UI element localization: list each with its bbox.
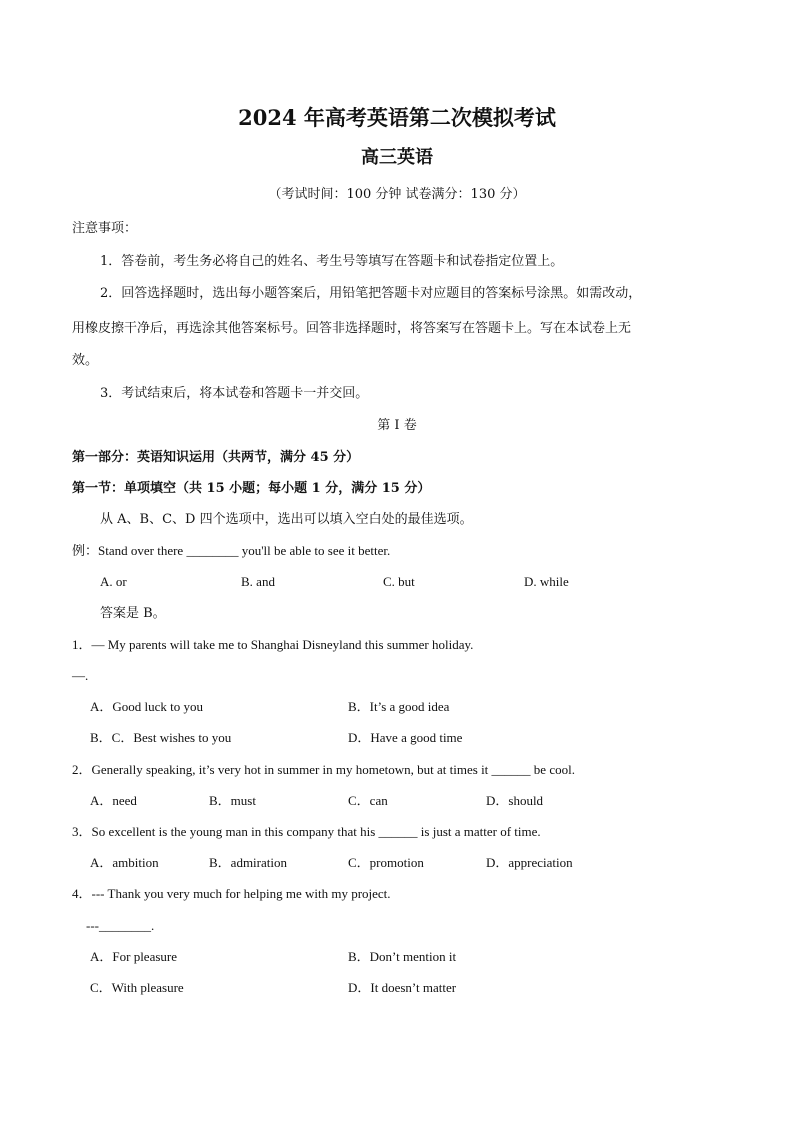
example-option-b: B. and	[241, 574, 275, 589]
question-1-reply: —.	[72, 668, 89, 683]
example-option-c: C. but	[383, 574, 415, 589]
note-item-3: 3．考试结束后，将本试卷和答题卡一并交回。	[100, 386, 369, 401]
note-item-1: 1．答卷前，考生务必将自己的姓名、考生号等填写在答题卡和试卷指定位置上。	[100, 254, 564, 269]
part1-heading: 第一部分：英语知识运用（共两节，满分 45 分）	[72, 450, 360, 465]
question-3-option-a: A．ambition	[90, 855, 159, 870]
section1-heading: 第一节：单项填空（共 15 小题；每小题 1 分，满分 15 分）	[72, 481, 431, 496]
question-2-stem: 2．Generally speaking, it’s very hot in summer in my hometown, but at times it ______ be cool.	[72, 762, 575, 777]
question-1-option-d: D．Have a good time	[348, 730, 463, 745]
question-2-option-d: D．should	[486, 793, 544, 808]
section-instruction: 从 A、B、C、D 四个选项中，选出可以填入空白处的最佳选项。	[100, 512, 473, 527]
question-2-option-b: B．must	[209, 793, 256, 808]
exam-subtitle: 高三英语	[361, 147, 433, 168]
question-2-option-a: A．need	[90, 793, 137, 808]
question-3-option-c: C．promotion	[348, 855, 424, 870]
question-2-option-c: C．can	[348, 793, 388, 808]
question-1-option-c: B．C．Best wishes to you	[90, 730, 232, 745]
question-4-option-d: D．It doesn’t matter	[348, 980, 457, 995]
question-1-stem: 1．— My parents will take me to Shanghai Disneyland this summer holiday.	[72, 637, 474, 652]
question-4-option-a: A．For pleasure	[90, 949, 178, 964]
example-option-a: A. or	[100, 574, 127, 589]
question-4-reply: ---________.	[86, 918, 155, 933]
note-item-2-line-2: 用橡皮擦干净后，再选涂其他答案标号。回答非选择题时，将答案写在答题卡上。写在本试卷上无	[72, 321, 632, 336]
question-1-option-a: A．Good luck to you	[90, 699, 204, 714]
question-3-stem: 3．So excellent is the young man in this company that his ______ is just a matter of time.	[72, 824, 541, 839]
question-1-option-b: B．It’s a good idea	[348, 699, 450, 714]
question-3-option-b: B．admiration	[209, 855, 287, 870]
question-4-option-b: B．Don’t mention it	[348, 949, 457, 964]
example-option-d: D. while	[524, 574, 569, 589]
exam-info: （考试时间：100 分钟 试卷满分：130 分）	[268, 187, 526, 202]
example-stem: 例：Stand over there ________ you'll be able to see it better.	[72, 543, 391, 558]
volume-label: 第 I 卷	[377, 418, 417, 433]
note-item-2-line-3: 效。	[72, 353, 99, 368]
question-4-stem: 4．--- Thank you very much for helping me with my project.	[72, 886, 391, 901]
exam-title: 2024 年高考英语第二次模拟考试	[238, 105, 556, 130]
notes-heading: 注意事项：	[72, 221, 138, 236]
question-3-option-d: D．appreciation	[486, 855, 573, 870]
note-item-2-line-1: 2．回答选择题时，选出每小题答案后，用铅笔把答题卡对应题目的答案标号涂黑。如需改动，	[100, 286, 642, 301]
question-4-option-c: C．With pleasure	[90, 980, 184, 995]
example-answer: 答案是 B。	[100, 606, 166, 621]
